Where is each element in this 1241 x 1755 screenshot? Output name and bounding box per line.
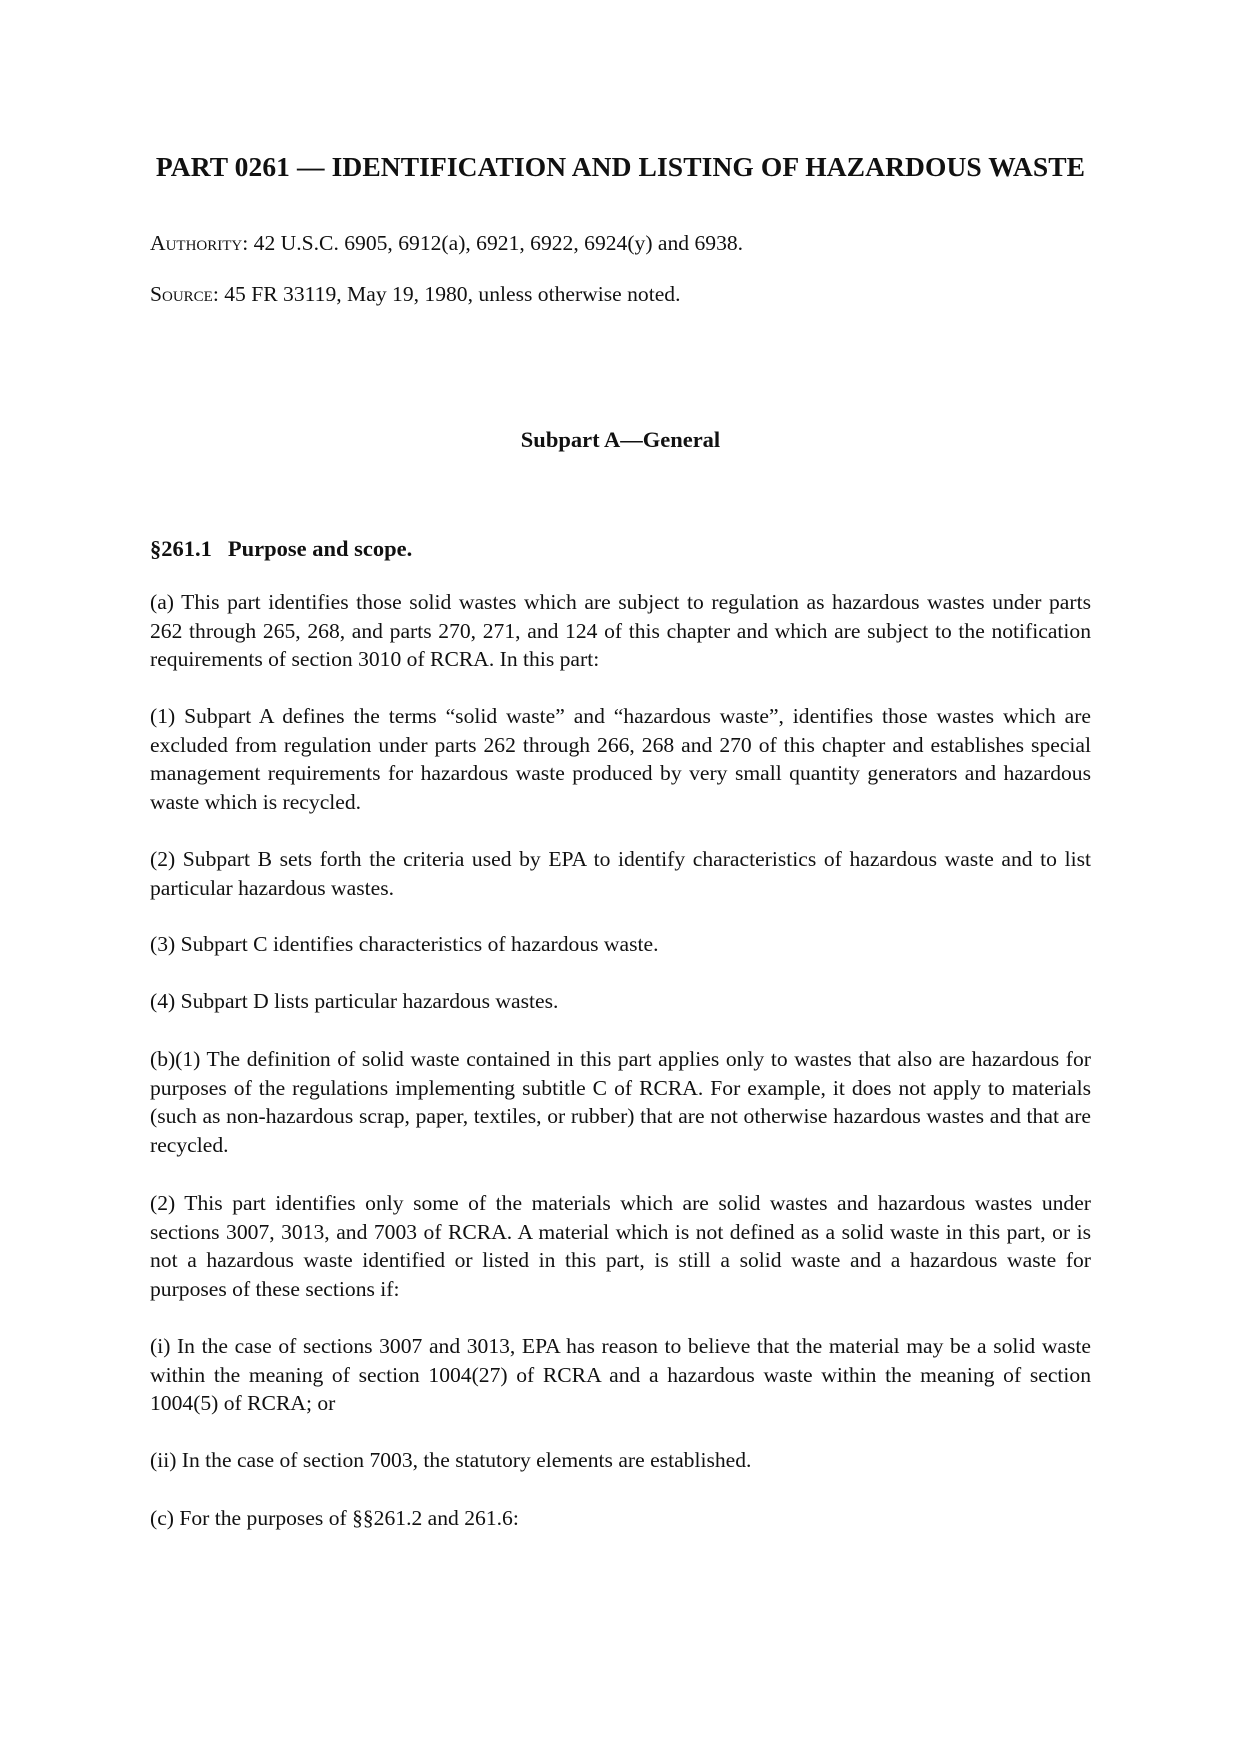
source-text: : 45 FR 33119, May 19, 1980, unless otherwise noted. — [212, 282, 681, 306]
paragraph-a-4: (4) Subpart D lists particular hazardous wastes. — [150, 989, 559, 1013]
paragraph-a-2: (2) Subpart B sets forth the criteria used by EPA to identify characteristics of hazardous waste and to list particular hazardous wastes. — [150, 847, 1091, 900]
paragraph-a-3: (3) Subpart C identifies characteristics of hazardous waste. — [150, 932, 659, 956]
paragraph-c: (c) For the purposes of §§261.2 and 261.6: — [150, 1506, 519, 1530]
paragraph-b-2-ii: (ii) In the case of section 7003, the statutory elements are established. — [150, 1448, 752, 1472]
authority-label: Authority — [150, 231, 243, 255]
authority-line — [150, 229, 1091, 257]
paragraph-a: (a) This part identifies those solid wastes which are subject to regulation as hazardous wastes under parts 262 through 265, 268, and parts 270, 271, and 124 of this chapter and which are subject to the notification requirements of section 3010 of RCRA. In this part: — [150, 590, 1091, 671]
paragraph-b-2: (2) This part identifies only some of the materials which are solid wastes and hazardous wastes under sections 3007, 3013, and 7003 of RCRA. A material which is not defined as a solid waste in this part, or is not a hazardous waste identified or listed in this part, is still a solid waste and a hazardous waste for purposes of these sections if: — [150, 1191, 1091, 1301]
paragraph-a-1: (1) Subpart A defines the terms “solid waste” and “hazardous waste”, identifies those wastes which are excluded from regulation under parts 262 through 266, 268 and 270 of this chapter and establishes special management requirements for hazardous waste produced by very small quantity generators and hazardous waste which is recycled. — [150, 704, 1091, 814]
section-title: Purpose and scope. — [227, 536, 413, 561]
section-heading — [150, 535, 1091, 563]
paragraph-b-1: (b)(1) The definition of solid waste contained in this part applies only to wastes that also are hazardous for purposes of the regulations implementing subtitle C of RCRA. For example, it does not apply to materials (such as non-hazardous scrap, paper, textiles, or rubber) that are not otherwise hazardous wastes and that are recycled. — [150, 1047, 1091, 1157]
authority-text: : 42 U.S.C. 6905, 6912(a), 6921, 6922, 6924(y) and 6938. — [242, 231, 744, 255]
subpart-heading: Subpart A—General — [520, 427, 721, 452]
paragraph-b-2-i: (i) In the case of sections 3007 and 3013, EPA has reason to believe that the material may be a solid waste within the meaning of section 1004(27) of RCRA and a hazardous waste within the meaning of section 1004(5) of RCRA; or — [150, 1334, 1091, 1415]
section-number: §261.1 — [150, 536, 212, 561]
part-title: PART 0261 — IDENTIFICATION AND LISTING OF HAZARDOUS WASTE — [155, 151, 1086, 182]
source-line — [150, 280, 1091, 308]
source-label: Source — [150, 282, 213, 306]
